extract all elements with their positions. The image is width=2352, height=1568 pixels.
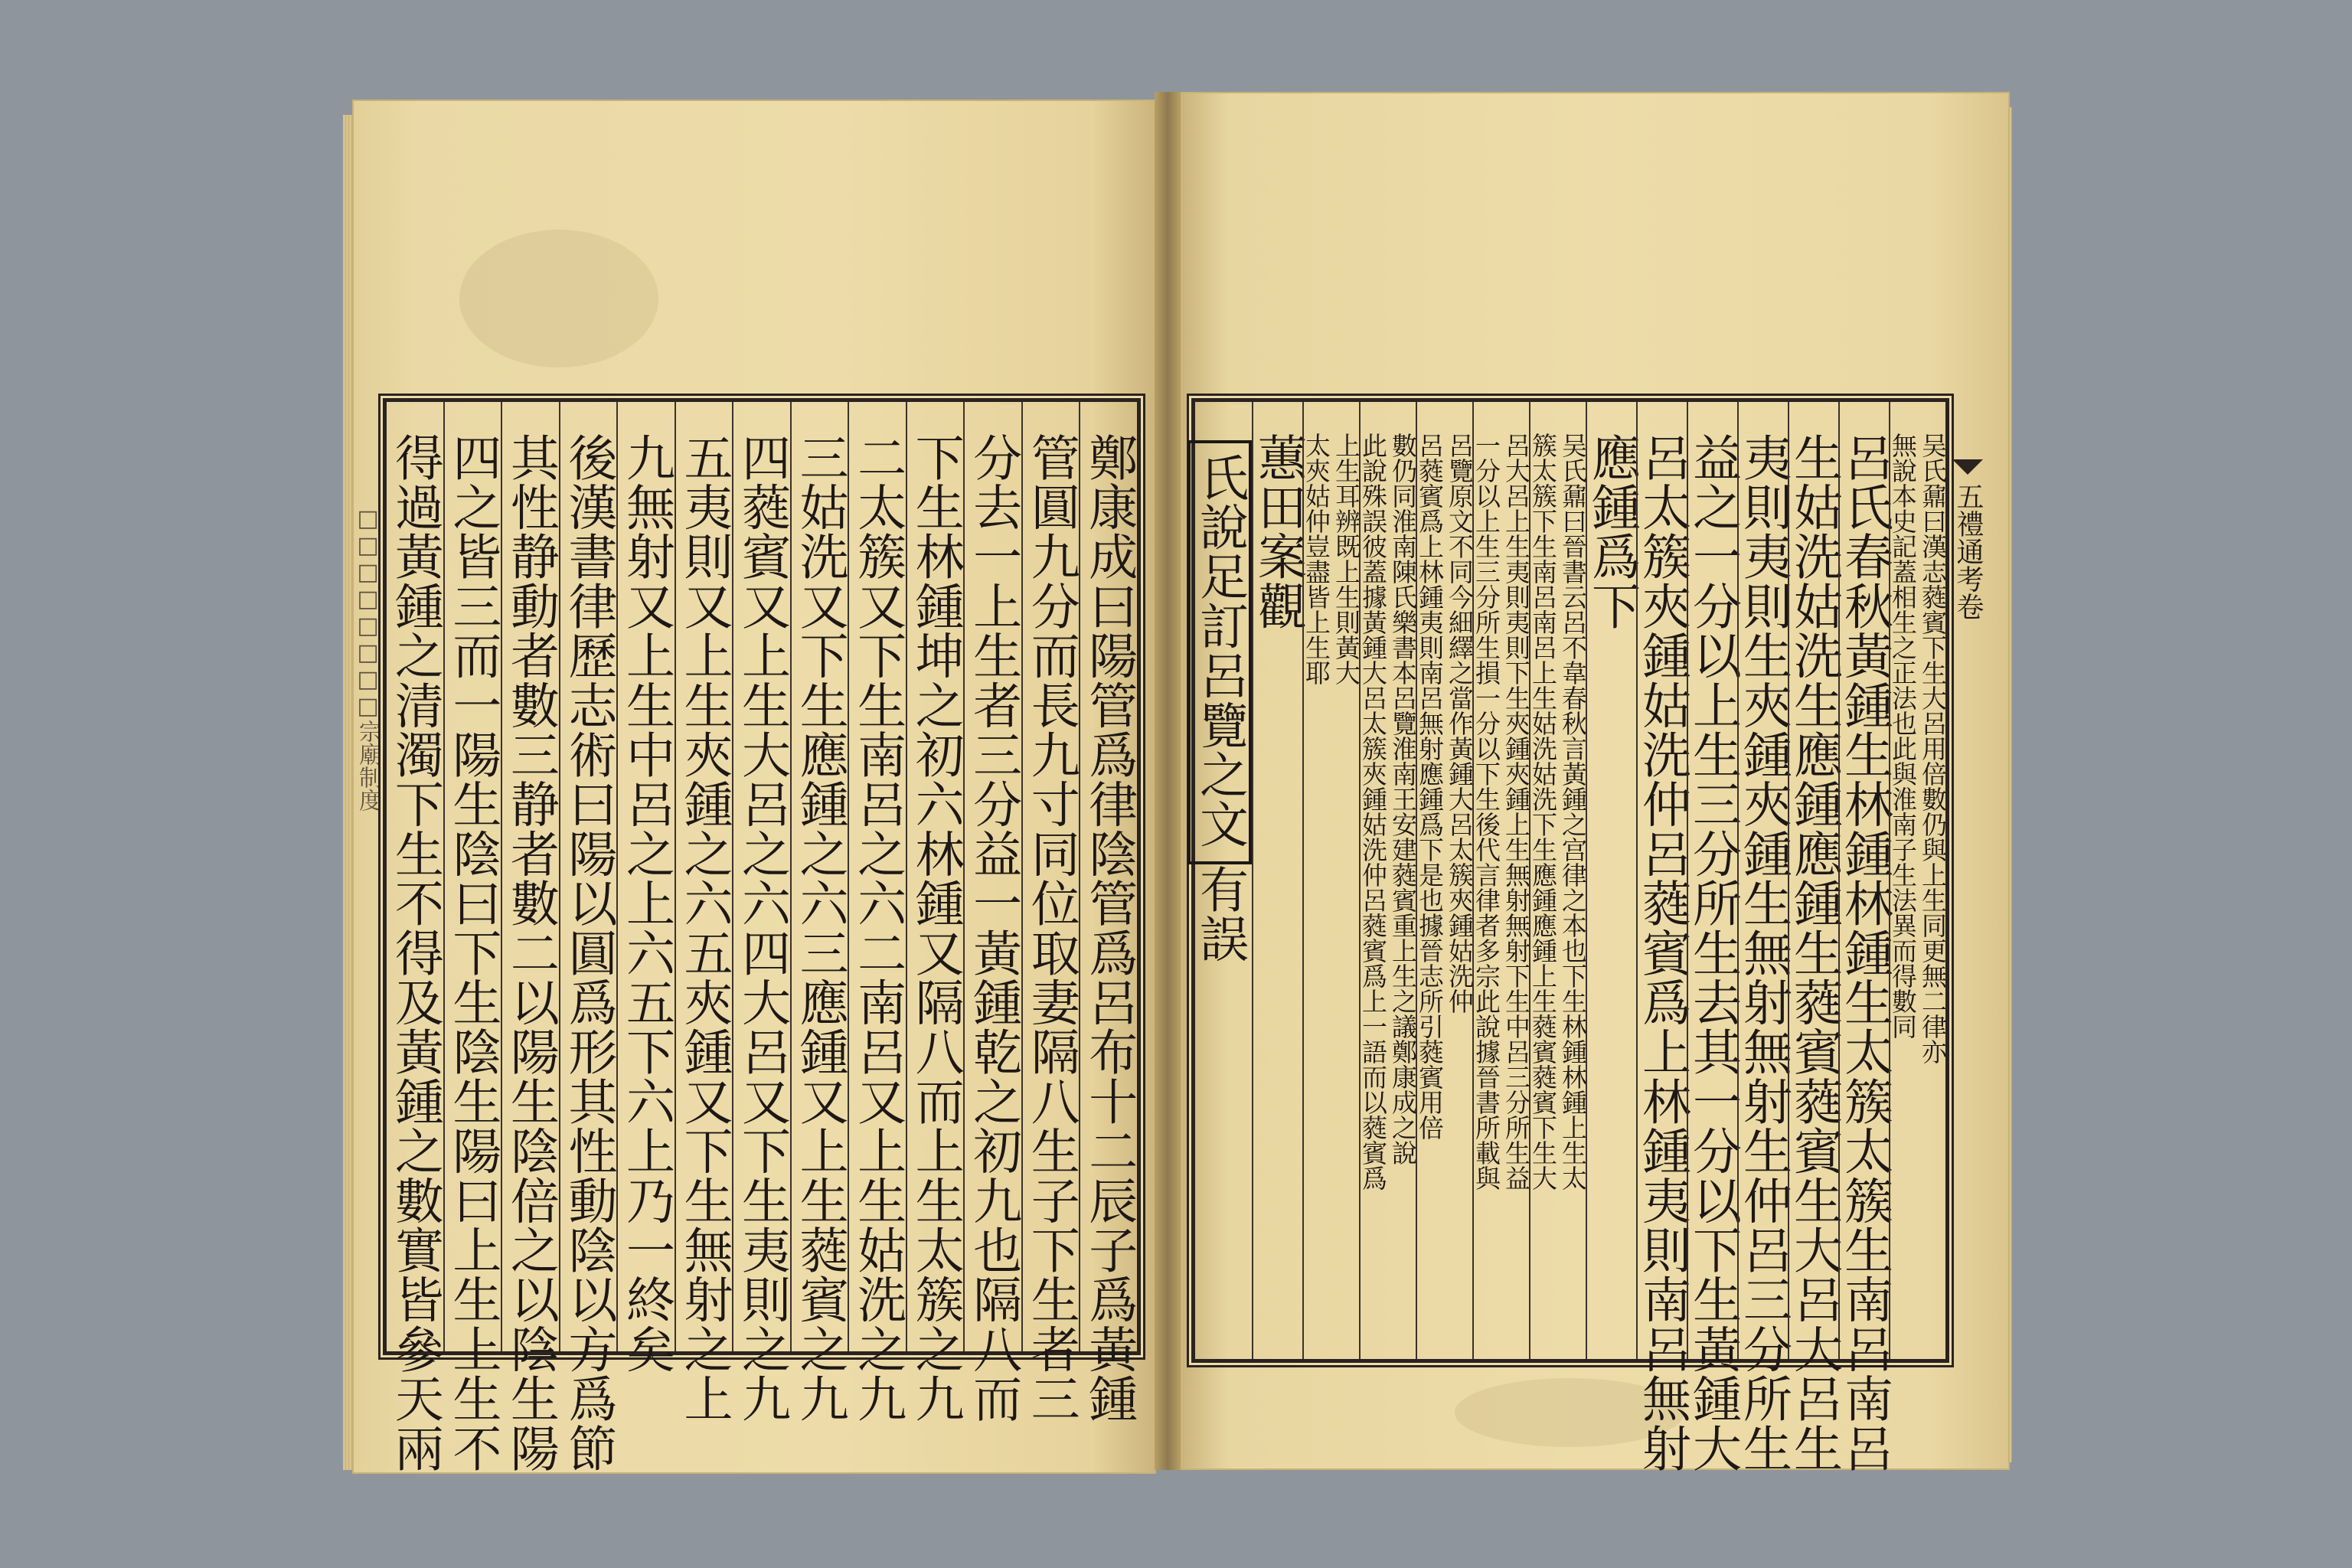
column-text: 下生林鍾坤之初六林鍾又隔八而上生太簇之九 xyxy=(906,433,964,1423)
commentary-pair xyxy=(1474,433,1529,1191)
text-column xyxy=(1785,402,1842,1473)
column-text: 三姑洗又下生應鍾之六三應鍾又上生蕤賓之九 xyxy=(791,433,848,1423)
book-title: 五禮通考卷 xyxy=(1952,482,1984,620)
column-text: 得過黃鍾之清濁下生不得及黃鍾之數實皆參天兩 xyxy=(386,433,443,1473)
column-text: 鄭康成曰陽管爲律陰管爲呂布十二辰子爲黃鍾 xyxy=(1080,433,1138,1423)
paper-stain xyxy=(459,230,658,368)
left-columns xyxy=(386,402,1138,1473)
commentary-text: 呂大呂上生夷則夷則下生夾鍾夾鍾上生無射無射下生中呂三分所生益 xyxy=(1501,433,1531,1191)
column-text: 二太簇又下生南呂之六二南呂又上生姑洗之九 xyxy=(849,433,906,1423)
text-column xyxy=(1583,402,1640,1359)
text-column xyxy=(1836,402,1893,1473)
commentary-pair xyxy=(1530,433,1586,1191)
text-column xyxy=(848,402,906,1423)
left-margin-strip xyxy=(352,398,383,1348)
right-columns xyxy=(1191,402,1948,1473)
book-gutter xyxy=(1155,92,1181,1470)
column-text: 其性静動者數三静者數二以陽生陰倍之以陰生陽 xyxy=(501,433,559,1473)
commentary-column xyxy=(1529,402,1586,1359)
commentary-column xyxy=(1302,402,1359,1359)
boxed-title xyxy=(1187,440,1252,864)
text-column xyxy=(790,402,848,1423)
commentary-column xyxy=(1472,402,1529,1359)
commentary-text: 簇太簇下生南呂南呂上生姑洗姑洗下生應鍾應鍾上生蕤賓蕤賓下生大 xyxy=(1528,433,1558,1191)
right-text-frame xyxy=(1191,398,1949,1473)
text-column xyxy=(1634,402,1690,1473)
note-text: 無說本史記蓋相生之正法也此與淮南子生法異而得數同 xyxy=(1888,433,1918,1039)
margin-text: □□□□□□□□宗廟制度 xyxy=(354,505,381,812)
note-text: 吴氏鼐曰漢志蕤賓下生大呂用倍數仍與上生同更無二律亦 xyxy=(1918,433,1948,1064)
commentary-pair xyxy=(1304,433,1359,685)
column-text: 後漢書律歷志術曰陽以圓爲形其性動陰以方爲節 xyxy=(560,433,617,1473)
commentary-text: 呂蕤賓爲上林鍾夷則南呂無射應鍾爲下是也據晉志所引蕤賓用倍 xyxy=(1415,433,1445,1140)
commentary-column xyxy=(1359,402,1416,1359)
commentary-text: 上生耳辨既上生則黃大 xyxy=(1331,433,1361,685)
column-text: 生姑洗姑洗生應鍾應鍾生蕤賓蕤賓生大呂大呂生 xyxy=(1785,433,1842,1473)
boxed-title-text: 氏說足訂呂覽之文 xyxy=(1191,452,1248,849)
center-strip xyxy=(1945,398,1991,1355)
commentary-text: 此說殊誤彼蓋據黃鍾大呂太簇夾鍾姑洗仲呂蕤賓爲上一語而以蕤賓爲 xyxy=(1358,433,1388,1191)
column-text: 應鍾爲下 xyxy=(1583,433,1640,631)
commentary-text: 一分以上生三分所生損一分以下生後代言律者多宗此說據晉書所載與 xyxy=(1472,433,1501,1191)
column-text: 夷則夷則生夾鍾夾鍾生無射無射生仲呂三分所生 xyxy=(1735,433,1792,1473)
column-text: 呂氏春秋黃鍾生林鍾林鍾生太簇太簇生南呂南呂 xyxy=(1836,433,1893,1473)
column-text: 九無射又上生中呂之上六五下六上乃一終矣 xyxy=(617,433,675,1374)
left-text-frame xyxy=(383,398,1141,1473)
column-text: 管圓九分而長九寸同位取妻隔八生子下生者三 xyxy=(1022,433,1080,1423)
boxed-title-column xyxy=(1187,402,1252,1359)
author-column xyxy=(1250,402,1306,1359)
commentary-pair xyxy=(1358,433,1418,1191)
commentary-text: 數仍同淮南陳氏樂書本呂覽淮南王安建蕤賓重上生之議鄭康成之說 xyxy=(1388,433,1418,1165)
text-column xyxy=(443,402,501,1473)
note-pair xyxy=(1888,433,1948,1064)
column-text: 益之一分以上生三分所生去其一分以下生黃鍾大 xyxy=(1684,433,1741,1473)
text-column xyxy=(732,402,791,1423)
fishtail-mark xyxy=(1952,459,1983,475)
column-text: 四蕤賓又上生大呂之六四大呂又下生夷則之九 xyxy=(733,433,791,1423)
text-column xyxy=(501,402,559,1473)
commentary-pair xyxy=(1415,433,1475,1140)
column-text: 四之皆三而一陽生陰曰下生陰生陽曰上生上生不 xyxy=(444,433,501,1473)
column-text: 五夷則又上生夾鍾之六五夾鍾又下生無射之上 xyxy=(675,433,733,1423)
column-text: 分去一上生者三分益一黃鍾乾之初九也隔八而 xyxy=(965,433,1022,1423)
boxed-title-tail: 有誤 xyxy=(1191,864,1248,964)
text-column xyxy=(675,402,733,1423)
note-column xyxy=(1888,402,1948,1359)
column-text: 呂太簇夾鍾姑洗仲呂蕤賓爲上林鍾夷則南呂無射 xyxy=(1634,433,1690,1473)
text-column xyxy=(1021,402,1080,1423)
text-column xyxy=(559,402,617,1473)
text-column xyxy=(963,402,1022,1423)
author-note: 蕙田案觀 xyxy=(1250,433,1306,631)
text-column xyxy=(906,402,964,1423)
text-column xyxy=(616,402,675,1374)
text-column xyxy=(1079,402,1138,1423)
commentary-text: 太夾姑仲豈盡皆上生耶 xyxy=(1302,433,1331,685)
text-column xyxy=(1735,402,1792,1473)
commentary-column xyxy=(1415,402,1475,1359)
commentary-text: 呂覽原文不同今細繹之當作黃鍾大呂太簇夾鍾姑洗仲 xyxy=(1445,433,1475,1014)
text-column xyxy=(386,402,443,1473)
text-column xyxy=(1684,402,1741,1473)
commentary-text: 吴氏鼐曰晉書云呂不韋春秋言黃鍾之宫律之本也下生林鍾林鍾上生太 xyxy=(1558,433,1588,1191)
